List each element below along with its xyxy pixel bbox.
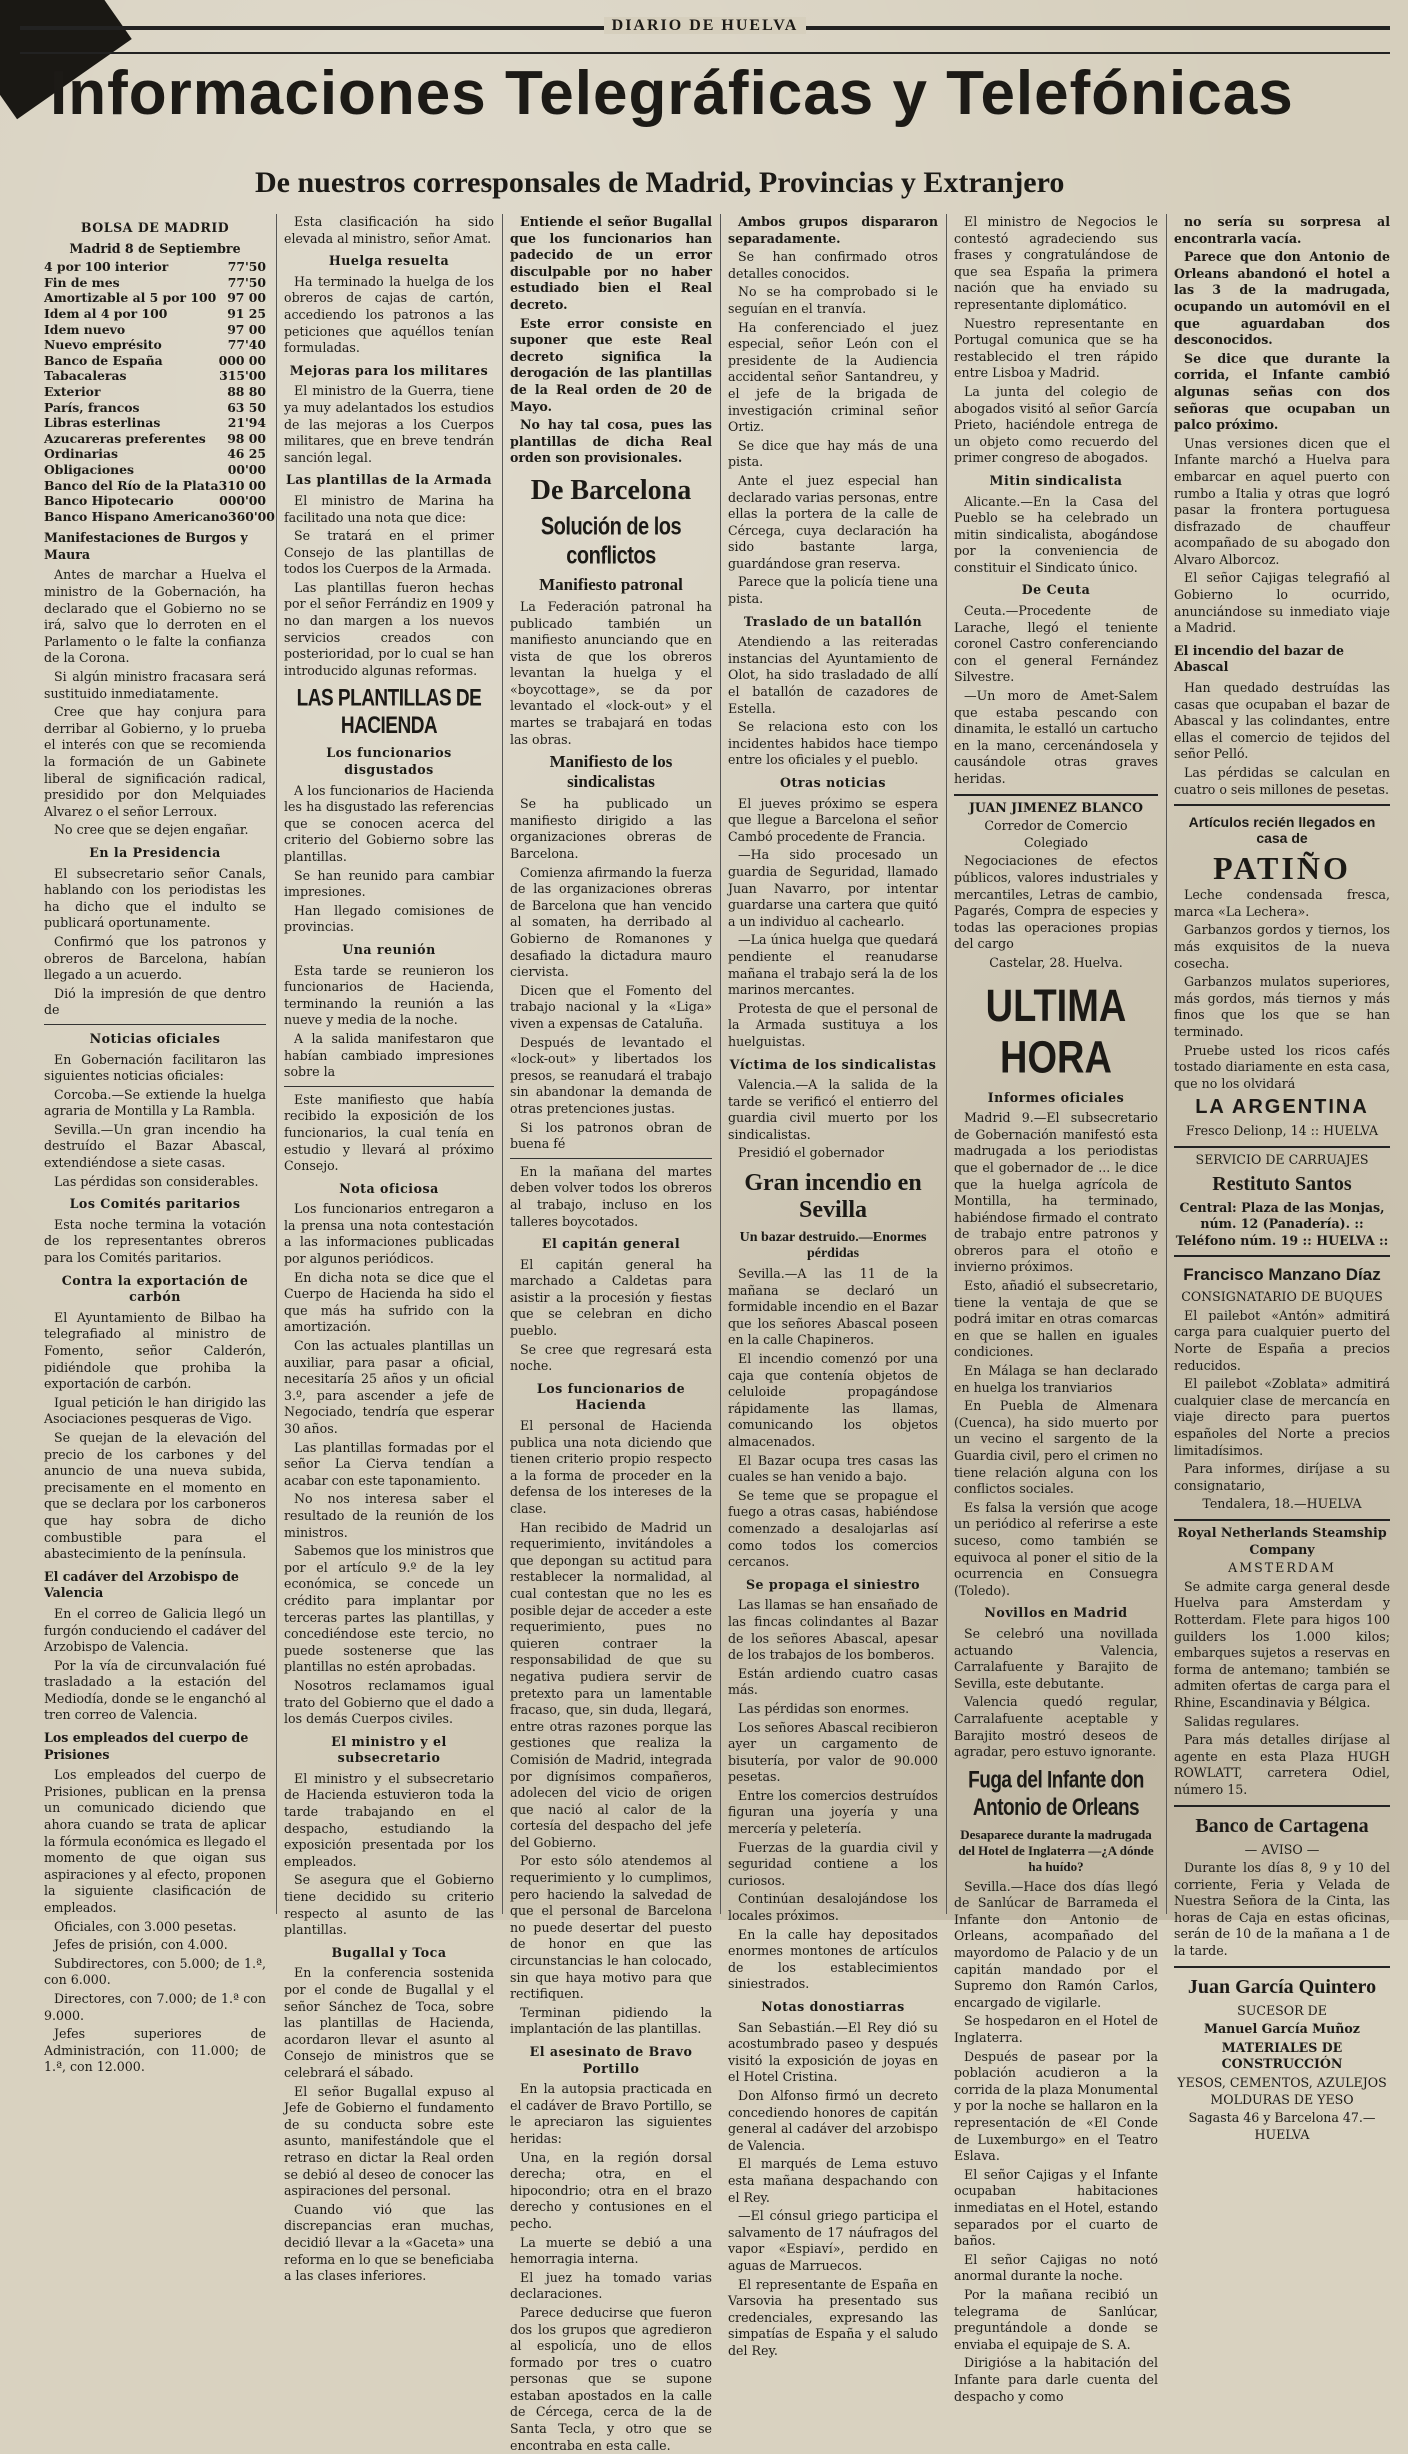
paragraph: Han llegado comisiones de provincias. — [284, 902, 494, 935]
advertisement — [954, 794, 1158, 972]
paragraph: Esta tarde se reunieron los funcionarios de Hacienda, terminando la reunión a las nueve y media de la noche. — [284, 962, 494, 1028]
paragraph: Se asegura que el Gobierno tiene decidido su criterio respecto al asunto de las plantillas. — [284, 1872, 494, 1938]
ad-line: Leche condensada fresca, marca «La Lechera». — [1174, 887, 1390, 919]
paragraph: Nosotros reclamamos igual trato del Gobierno que el dado a los demás Cuerpos civiles. — [284, 1677, 494, 1727]
column-3 — [510, 214, 712, 2453]
section-subtitle: Manifiesto patronal — [539, 574, 683, 594]
paragraph: Las pérdidas son considerables. — [54, 1173, 259, 1189]
ad-line: YESOS, CEMENTOS, AZULEJOS MOLDURAS DE YESO — [1177, 2075, 1387, 2107]
paragraph: San Sebastián.—El Rey dió su acostumbrado paseo y después visitó la exposición de joyas en el Hotel Cristina. — [728, 2019, 938, 2085]
section-heading: Las plantillas de la Armada — [285, 472, 493, 488]
paragraph: El juez ha tomado varias declaraciones. — [510, 2269, 712, 2302]
paragraph: Jefes de prisión, con 4.000. — [54, 1937, 228, 1953]
advertisement-garcia-quintero — [1174, 1966, 1390, 2144]
paragraph: Se teme que se propague el fuego a otras casas, habiéndose comenzado a desalojarlas así como todos los comercios cercanos. — [728, 1487, 938, 1570]
paragraph: En Gobernación facilitaron las siguientes noticias oficiales: — [44, 1051, 266, 1084]
paragraph: Parece que don Antonio de Orleans abandonó el hotel a las 3 de la madrugada, ocupando un automóvil en el que aguardaban dos desconocidos. — [1174, 249, 1390, 348]
ad-line: Pruebe usted los ricos cafés tostado diariamente en esta casa, que no los olvidará — [1174, 1042, 1390, 1091]
paragraph: Dió la impresión de que dentro de — [44, 985, 266, 1018]
ad-line: Garbanzos mulatos superiores, más gordos, más tiernos y más finos que los que se han terminado. — [1174, 974, 1390, 1039]
paragraph: Entiende el señor Bugallal que los funcionarios han padecido de un error disculpable por no haber estudiado bien el Real decreto. — [510, 214, 712, 312]
paragraph: Por la vía de circunvalación fué trasladado a la estación del Mediodía, donde se le enganchó al tren correo de Valencia. — [44, 1657, 266, 1723]
paragraph: El jueves próximo se espera que llegue a Barcelona el señor Cambó procedente de Francia. — [728, 795, 938, 844]
paragraph: Unas versiones dicen que el Infante marchó a Huelva para embarcar en aquel puerto con rumbo a Italia y otras que logró pasar la frontera portuguesa disfrazado de chauffeur acompañado de su abogado don Alvaro Alborcoz. — [1174, 435, 1390, 567]
stock-row: Idem al 4 por 100 91 25 — [44, 305, 266, 321]
paragraph: A la salida manifestaron que habían cambiado impresiones sobre la — [284, 1030, 494, 1080]
section-heading: BOLSA DE MADRID — [80, 220, 230, 235]
paragraph: Cree que hay conjura para derribar al Gobierno, y lo prueba el interés con que se recomienda la formación de un Gabinete liberal de significación radical, presidido por don Melquiades Alvarez o el señor Lerroux. — [44, 704, 266, 819]
paragraph: No nos interesa saber el resultado de la reunión de los ministros. — [284, 1491, 494, 1540]
paragraph: Dicen que el Fomento del trabajo nacional y la «Liga» viven a expensas de Cataluña. — [510, 982, 712, 1031]
paragraph: Valencia quedó regular, Carralafuente aceptable y Barajito mostró deseos de agradar, pero estuvo ignorante. — [954, 1694, 1158, 1760]
ad-line: Para informes, diríjase a su consignatario, — [1174, 1461, 1390, 1493]
ad-subtitle: AMSTERDAM — [1228, 1560, 1336, 1576]
dateline: Madrid 8 de Septiembre — [69, 240, 241, 256]
section-heading: Se propaga el siniestro — [745, 1576, 921, 1592]
paragraph: Atendiendo a las reiteradas instancias del Ayuntamiento de Olot, ha sido trasladado de allí el batallón de cazadores de Estella. — [728, 634, 938, 716]
paragraph: Este error consiste en suponer que este Real decreto significa la derogación de las plantillas de la Real orden de 20 de Mayo. — [510, 315, 712, 414]
paragraph: El señor Cajigas telegrafió al Gobierno lo ocurrido, anunciándose su inmediato viaje a Madrid. — [1174, 570, 1390, 636]
paragraph: Se han confirmado otros detalles conocidos. — [728, 249, 938, 281]
section-heading: Los empleados del cuerpo de Prisiones — [44, 1730, 249, 1762]
paragraph: Si algún ministro fracasara será sustituido inmediatamente. — [44, 669, 266, 701]
masthead-title: DIARIO DE HUELVA — [604, 17, 807, 34]
paragraph: En la autopsia practicada en el cadáver de Bravo Portillo, se le apreciaron las siguientes heridas: — [510, 2081, 712, 2146]
ad-title: Artículos recién llegados en casa de — [1188, 814, 1376, 847]
paragraph: El representante de España en Varsovia ha presentado sus credenciales, expresando las simpatías de España y el saludo del Rey. — [728, 2276, 938, 2358]
ad-line: MATERIALES DE CONSTRUCCIÓN — [1221, 2039, 1343, 2072]
paragraph: El Ayuntamiento de Bilbao ha telegrafiado al ministro de Fomento, señor Calderón, pidiéndole que prohiba la exportación de carbón. — [44, 1309, 266, 1392]
paragraph: Fuerzas de la guardia civil y seguridad contiene a los curiosos. — [728, 1839, 938, 1888]
ad-line: El pailebot «Antón» admitirá carga para cualquier puerto del Norte de España a precios reducidos. — [1174, 1307, 1390, 1373]
paragraph: El Bazar ocupa tres casas las cuales se han venido a bajo. — [728, 1452, 938, 1485]
section-heading: Mitin sindicalista — [989, 472, 1123, 488]
paragraph: El incendio comenzó por una caja que contenía objetos de celuloide propagándose rápidamente las llamas, comunicando los objetos almacenados. — [728, 1351, 938, 1449]
paragraph: Por la mañana recibió un telegrama de Sanlúcar, preguntándole a donde se enviaba el equipaje de S. A. — [954, 2286, 1158, 2352]
paragraph: Una, en la región dorsal derecha; otra, en el hipocondrio; otra en el brazo derecho y contusiones en el pecho. — [510, 2149, 712, 2231]
stock-row: Banco Hipotecario 000'00 — [44, 493, 266, 509]
paragraph: Después de pasear por la población acudieron a la corrida de la plaza Monumental y por la noche se hallaron en la representación de «El Conde de Luxemburgo» en el Teatro Eslava. — [954, 2048, 1158, 2164]
ad-brand: Manuel García Muñoz — [1204, 2021, 1360, 2037]
paragraph: Madrid 9.—El subsecretario de Gobernación manifestó esta madrugada a los periodistas que el gobernador de ... le dice que la huelga agrícola de Montilla, ha terminado, habiéndose firmado el contrato de trabajo entre patronos y obreros para el otoño e invierno próximos. — [954, 1110, 1158, 1275]
section-banner: Fuga del Infante don Antonio de Orleans — [968, 1767, 1144, 1821]
stock-row: Amortizable al 5 por 100 97 00 — [44, 290, 266, 306]
paragraph: Alicante.—En la Casa del Pueblo se ha celebrado un mitin sindicalista, abogándose por la conveniencia de constituir el Sindicato único. — [954, 493, 1158, 575]
stock-row: Fin de mes 77'50 — [44, 274, 266, 290]
section-heading: Los funcionarios disgustados — [326, 745, 452, 778]
paragraph: Confirmó que los patronos y obreros de Barcelona, habían llegado a un acuerdo. — [44, 933, 266, 983]
section-heading: El capitán general — [541, 1236, 681, 1252]
paragraph: Las llamas se han ensañado de las fincas colindantes al Bazar de los señores Abascal, apesar de los trabajos de los bomberos. — [728, 1597, 938, 1663]
stock-list — [44, 259, 275, 524]
paragraph: Es falsa la versión que acoge un periódico al referirse a este suceso, como también se equivoca al poner el sitio de la ocurrencia en Consuegra (Toledo). — [954, 1499, 1158, 1598]
paragraph: Esta noche termina la votación de los representantes obreros para los Comités paritarios. — [44, 1216, 266, 1266]
paragraph: El personal de Hacienda publica una nota diciendo que tienen criterio propio respecto a la forma de proceder en la defensa de los intereses de la clase. — [510, 1418, 712, 1516]
section-heading: De Ceuta — [1021, 582, 1091, 598]
masthead-bar — [20, 17, 1390, 54]
column-divider — [720, 214, 721, 1914]
paragraph: En dicha nota se dice que el Cuerpo de Hacienda ha sido el que más ha sufrido con la amortización. — [284, 1269, 494, 1335]
paragraph: —Un moro de Amet-Salem que estaba pescando con dinamita, le estalló un cartucho en la mano, cercenándosela y causándole otras graves heridas. — [954, 688, 1158, 786]
paragraph: Se ha publicado un manifiesto dirigido a las organizaciones obreras de Barcelona. — [510, 796, 712, 862]
paragraph: El ministro y el subsecretario de Hacienda estuvieron toda la tarde trabajando en el despacho, estudiando la exposición presentada por los empleados. — [284, 1770, 494, 1869]
paragraph: Cuando vió que las discrepancias eran muchas, decidió llevar a la «Gaceta» una reforma en lo que se beneficiaba a las clases inferiores. — [284, 2201, 494, 2284]
paragraph: Se quejan de la elevación del precio de los carbones y del anuncio de una nueva subida, precisamente en el momento en que se declara por los carboneros que hay sobra de dicho combustible para el abastecimiento de la península. — [44, 1429, 266, 1562]
column-2 — [284, 214, 494, 2284]
paragraph: En la conferencia sostenida por el conde de Bugallal y el señor Sánchez de Toca, sobre las plantillas de Hacienda, acordaron llevar el asunto al Consejo de ministros que se celebrará el sábado. — [284, 1965, 494, 2080]
paragraph: Valencia.—A la salida de la tarde se verificó el entierro del guardia civil muerto por los sindicalistas. — [728, 1077, 938, 1142]
paragraph: Subdirectores, con 5.000; de 1.ª, con 6.000. — [44, 1955, 266, 1988]
paragraph: Se celebró una novillada actuando Valencia, Carralafuente y Barajito de Sevilla, este debutante. — [954, 1625, 1158, 1691]
paragraph: En el correo de Galicia llegó un furgón conduciendo el cadáver del Arzobispo de Valencia. — [44, 1605, 266, 1655]
section-heading: Otras noticias — [780, 775, 886, 790]
ad-line: Para más detalles diríjase al agente en esta Plaza HUGH ROWLATT, carretera Odiel, número 15. — [1174, 1732, 1390, 1797]
paragraph: Esta clasificación ha sido elevada al ministro, señor Amat. — [284, 214, 494, 246]
paragraph: Las pérdidas se calculan en cuatro o seis millones de pesetas. — [1174, 765, 1390, 797]
section-banner: LAS PLANTILLAS DE HACIENDA — [296, 685, 482, 740]
paragraph: Con las actuales plantillas un auxiliar, para pasar a oficial, necesitaría 25 años y un oficial 3.º, para ascender a jefe de Negociado, tendría que esperar 30 años. — [284, 1338, 494, 1436]
paragraph: Ha terminado la huelga de los obreros de cajas de cartón, accediendo los patronos a las peticiones que aquéllos tenían formuladas. — [284, 273, 494, 356]
advertisement-royal-netherlands — [1174, 1519, 1390, 1799]
ad-brand: LA ARGENTINA — [1195, 1096, 1369, 1119]
section-subtitle: Un bazar destruido.—Enormes pérdidas — [739, 1230, 927, 1262]
section-banner: Solución de los conflictos — [540, 513, 682, 570]
page-subheadline: De nuestros corresponsales de Madrid, Provincias y Extranjero — [255, 166, 1065, 199]
paragraph: —La única huelga que quedará pendiente el reanudarse mañana el trabajo será la de los marinos mercantes. — [728, 932, 938, 998]
column-1 — [44, 214, 275, 2075]
section-banner: De Barcelona — [530, 474, 692, 506]
advertisement-manzano — [1174, 1255, 1390, 1513]
paragraph: Los funcionarios entregaron a la prensa una nota contestación a las informaciones publicadas por algunos periódicos. — [284, 1201, 494, 1267]
paragraph: Sevilla.—Hace dos días llegó de Sanlúcar de Barrameda el Infante don Antonio de Orleans, acompañado del mayordomo de Palacio y de un capitán mandado por el Supremo don Ramón Carlos, encargado de vigilarle. — [954, 1878, 1158, 2010]
section-heading: Los Comités paritarios — [69, 1196, 241, 1212]
column-divider — [502, 214, 503, 1914]
paragraph: Presidió el gobernador — [738, 1145, 885, 1161]
paragraph: Antes de marchar a Huelva el ministro de la Gobernación, ha declarado que el Gobierno no se irá, salvo que lo derroten en el Parlamento o le falte la confianza de la Corona. — [44, 567, 266, 666]
stock-row: Banco de España 000 00 — [44, 352, 266, 368]
paragraph: El subsecretario señor Canals, hablando con los periodistas les ha dicho que el indulto se publicará oportunamente. — [44, 865, 266, 931]
ad-line: Se admite carga general desde Huelva para Amsterdam y Rotterdam. Flete para higos 100 guilders los 1.000 kilos; embarques sujetos a reservas en forma de antemano; también se admiten ofertas de carga para el Rhine, Escandinavia y Bélgica. — [1174, 1578, 1390, 1710]
ad-subtitle: SUCESOR DE — [1237, 2002, 1327, 2018]
section-rule — [510, 1158, 712, 1159]
section-heading: Noticias oficiales — [89, 1030, 221, 1046]
ad-brand: Royal Netherlands Steamship Company — [1177, 1525, 1387, 1557]
ad-address: Fresco Delionp, 14 :: HUELVA — [1185, 1123, 1379, 1139]
section-heading: Huelga resuelta — [328, 253, 450, 269]
ad-line: Salidas regulares. — [1184, 1713, 1300, 1729]
column-divider — [1166, 214, 1167, 1914]
paragraph: Se tratará en el primer Consejo de las plantillas de todos los Cuerpos de la Armada. — [284, 528, 494, 577]
paragraph: Oficiales, con 3.000 pesetas. — [54, 1918, 237, 1934]
section-heading: Mejoras para los militares — [289, 362, 489, 378]
stock-row: Azucareras preferentes 98 00 — [44, 430, 266, 446]
ad-address: Tendalera, 18.—HUELVA — [1202, 1496, 1362, 1512]
stock-row: Tabacaleras 315'00 — [44, 368, 266, 384]
stock-row: Banco Hispano Americano 360'00 — [44, 508, 275, 524]
paragraph: El ministro de la Guerra, tiene ya muy adelantados los estudios de las mejoras a los Cuerpos militares, que en breve tendrán sanción legal. — [284, 383, 494, 465]
paragraph: Parece que la policía tiene una pista. — [728, 574, 938, 607]
paragraph: Protesta de que el personal de la Armada sustituya a los huelguistas. — [728, 1000, 938, 1049]
section-heading: Notas donostiarras — [761, 1999, 905, 2014]
ad-subtitle: — AVISO — — [1244, 1841, 1320, 1857]
section-rule — [284, 1086, 494, 1087]
column-divider — [276, 214, 277, 1914]
paragraph: Don Alfonso firmó un decreto concediendo honores de capitán general al cadáver del arzobispo de Valencia. — [728, 2087, 938, 2153]
paragraph: No hay tal cosa, pues las plantillas de dicha Real orden son provisionales. — [510, 417, 712, 466]
section-heading: Los funcionarios de Hacienda — [536, 1380, 686, 1413]
paragraph: A los funcionarios de Hacienda les ha disgustado las referencias que se conocen acerca del criterio del Gobierno sobre las plantillas. — [284, 782, 494, 864]
paragraph: El capitán general ha marchado a Caldetas para asistir a la procesión y fiestas que se celebran en dicho pueblo. — [510, 1256, 712, 1339]
paragraph: La Federación patronal ha publicado también un manifiesto anunciando que en vista de que los obreros levantan la huelga y el «boycottage», se da por levantado el «lock-out» y el martes se trabajará en todas las obras. — [510, 598, 712, 747]
paragraph: —El cónsul griego participa el salvamento de 17 náufragos del vapor «Espiaví», perdido en aguas de Marruecos. — [728, 2208, 938, 2273]
paragraph: Sabemos que los ministros que por el artículo 9.º de la ley económica, se concede un crédito para implantar por terceras partes las plantillas, y concediéndose este tercio, no puede sostenerse que las plantillas no estén aprobadas. — [284, 1543, 494, 1675]
advertisement-carruajes — [1174, 1146, 1390, 1249]
ad-line: Garbanzos gordos y tiernos, los más exquisitos de la nueva cosecha. — [1174, 922, 1390, 971]
section-rule — [44, 1024, 266, 1025]
paragraph: Se dice que durante la corrida, el Infante cambió algunas señas con dos señoras que ocupaban un palco próximo. — [1174, 350, 1390, 433]
paragraph: El marqués de Lema estuvo esta mañana despachando con el Rey. — [728, 2156, 938, 2205]
paragraph: Los señores Abascal recibieron ayer un cargamento de bisutería, por valor de 90.000 pesetas. — [728, 1719, 938, 1785]
section-heading: Nota oficiosa — [339, 1180, 439, 1196]
paragraph: Por esto sólo atendemos al requerimiento y lo cumplimos, pero haciendo la salvedad de que el personal de Barcelona no puede desertar del puesto de honor en que las circunstancias le han colocado, sin que haya motivo para que rectifiquen. — [510, 1853, 712, 2002]
paragraph: Terminan pidiendo la implantación de las plantillas. — [510, 2004, 712, 2037]
paragraph: Han recibido de Madrid un requerimiento, invitándoles a que depongan su actitud para restablecer la normalidad, al cual contestan que no les es posible dejar de acceder a este requerimiento, pues no quieren contraer la responsabilidad de que su negativa pudiera servir de pretexto para un lamentable fracaso, que, sin duda, llegará, entre otras razones porque las gestiones que realiza la Comisión de Madrid, integrada por dignísimos compañeros, adolecen del vicio de origen que nació al calor de la cortesía del despacho del jefe del Gobierno. — [510, 1519, 712, 1850]
paragraph: En Puebla de Almenara (Cuenca), ha sido muerto por un vecino el sargento de la Guardia civil, pero el crimen no tiene relación alguna con los conflictos sociales. — [954, 1398, 1158, 1497]
ad-address: Central: Plaza de las Monjas, núm. 12 (Panadería). :: Teléfono núm. 19 :: HUELVA :: — [1175, 1199, 1389, 1248]
ad-line: Negociaciones de efectos públicos, valores industriales y mercantiles, Letras de cambio, Pagarés, Compra de especies y todas las operaciones propias del cargo — [954, 853, 1158, 952]
column-4 — [728, 214, 938, 2358]
advertisement-banco-cartagena — [1174, 1805, 1390, 1960]
paragraph: —Ha sido procesado un guardia de Seguridad, llamado Juan Navarro, por intentar guardarse una cartera que quitó a un individuo al cachearlo. — [728, 847, 938, 929]
paragraph: Sevilla.—Un gran incendio ha destruído el Bazar Abascal, extendiéndose a siete casas. — [44, 1121, 266, 1171]
ad-brand: Francisco Manzano Díaz — [1183, 1265, 1381, 1285]
paragraph: Se han reunido para cambiar impresiones. — [284, 867, 494, 900]
paragraph: Están ardiendo cuatro casas más. — [728, 1665, 938, 1698]
paragraph: El ministro de Marina ha facilitado una nota que dice: — [284, 492, 494, 525]
section-subtitle: Desaparece durante la madrugada del Hotel de Inglaterra —¿A dónde ha huído? — [958, 1826, 1154, 1874]
section-heading: Traslado de un batallón — [743, 613, 923, 629]
stock-row: Obligaciones 00'00 — [44, 461, 266, 477]
ad-address: Sagasta 46 y Barcelona 47.—HUELVA — [1188, 2110, 1376, 2142]
stock-row: Nuevo emprésito 77'40 — [44, 337, 266, 353]
paragraph: Se dice que hay más de una pista. — [728, 437, 938, 470]
paragraph: En la mañana del martes deben volver todos los obreros al trabajo, incluso en los talleres boycotados. — [510, 1163, 712, 1229]
paragraph: Las plantillas fueron hechas por el señor Ferrándiz en 1909 y no dan margen a los nuevos servicios creados con posterioridad, por lo cual se han introducido algunas reformas. — [284, 579, 494, 678]
section-heading: Bugallal y Toca — [331, 1944, 447, 1960]
paragraph: Comienza afirmando la fuerza de las organizaciones obreras de Barcelona que han vencido al somaten, ha derribado al Gobierno de Romanones y desafiado la dictadura mauro ciervista. — [510, 864, 712, 980]
ad-brand: Banco de Cartagena — [1195, 1814, 1369, 1837]
paragraph: Ceuta.—Procedente de Larache, llegó el teniente coronel Castro conferenciando con el general Fernández Silvestre. — [954, 603, 1158, 685]
paragraph: No cree que se dejen engañar. — [54, 822, 249, 838]
column-5 — [954, 214, 1158, 2404]
paragraph: Ambos grupos dispararon separadamente. — [728, 214, 938, 246]
ad-brand: PATIÑO — [1213, 850, 1351, 887]
paragraph: Se cree que regresará esta noche. — [510, 1341, 712, 1374]
section-heading: El cadáver del Arzobispo de Valencia — [44, 1568, 239, 1601]
paragraph: Las pérdidas son enormes. — [738, 1700, 910, 1716]
paragraph: Se hospedaron en el Hotel de Inglaterra. — [954, 2013, 1158, 2046]
stock-row: París, francos 63 50 — [44, 399, 266, 415]
paragraph: Han quedado destruídas las casas que ocupaban el bazar de Abascal y las colindantes, entre ellas el comercio de tejidos del señor Pelló. — [1174, 680, 1390, 762]
page-headline: Informaciones Telegráficas y Telefónicas — [50, 59, 1294, 128]
paragraph: Si los patronos obran de buena fé — [510, 1119, 712, 1152]
stock-row: Idem nuevo 97 00 — [44, 321, 266, 337]
section-heading: El ministro y el subsecretario — [331, 1733, 447, 1766]
ad-line: Durante los días 8, 9 y 10 del corriente, Feria y Velada de Nuestra Señora de la Cinta, las horas de Caja en estas oficinas, serán de 10 de la mañana a 1 de la tarde. — [1174, 1860, 1390, 1959]
section-heading: Manifestaciones de Burgos y Maura — [44, 530, 248, 562]
paragraph: En Málaga se han declarado en huelga los tranviarios — [954, 1363, 1158, 1395]
column-divider — [946, 214, 947, 1914]
ad-line: Corredor de Comercio Colegiado — [984, 818, 1128, 850]
paragraph: Directores, con 7.000; de 1.ª con 9.000. — [44, 1990, 266, 2023]
paragraph: La muerte se debió a una hemorragia interna. — [510, 2234, 712, 2267]
ad-title: JUAN JIMENEZ BLANCO — [968, 799, 1144, 815]
paragraph: Nuestro representante en Portugal comunica que se ha restablecido el tren rápido entre Lisboa y Madrid. — [954, 315, 1158, 381]
paragraph: En la calle hay depositados enormes montones de artículos de los establecimientos siniestrados. — [728, 1926, 938, 1992]
paragraph: Corcoba.—Se extiende la huelga agraria de Montilla y La Rambla. — [44, 1086, 266, 1119]
ad-brand: Juan García Quintero — [1187, 1975, 1377, 1998]
section-heading: Novillos en Madrid — [984, 1605, 1128, 1621]
ad-line: El pailebot «Zoblata» admitirá cualquier clase de mercancía en viaje directo para puertos españoles del Norte a precios limitadísimos. — [1174, 1376, 1390, 1458]
ad-address: Castelar, 28. Huelva. — [989, 954, 1123, 970]
paragraph: Los empleados del cuerpo de Prisiones, publican en la prensa un comunicado diciendo que ahora cuando se trata de aplicar la fórmula económica es llegado el momento de que oigan sus aspiraciones y al efecto, proponen la siguiente clasificación de empleados. — [44, 1767, 266, 1915]
paragraph: El señor Cajigas no notó anormal durante la noche. — [954, 2251, 1158, 2284]
paragraph: No se ha comprobado si le seguían en el tranvía. — [728, 284, 938, 316]
section-heading: Contra la exportación de carbón — [61, 1272, 249, 1305]
paragraph: Jefes superiores de Administración, con 11.000; de 1.ª, con 12.000. — [44, 2026, 266, 2075]
paragraph: Parece deducirse que fueron dos los grupos que agredieron al espolicía, uno de ellos formado por tres o cuatro personas que se supone estaban apostados en la calle de Cércega, cerca de la de Santa Tecla, y otro que se encontraba en esta calle. — [510, 2304, 712, 2453]
paragraph: Este manifiesto que había recibido la exposición de los funcionarios, la cual tenía en estudio y llevará al próximo Consejo. — [284, 1091, 494, 1174]
paragraph: El señor Cajigas y el Infante ocupaban habitaciones inmediatas en el Hotel, estando separados por el cuarto de baños. — [954, 2166, 1158, 2249]
section-heading: Una reunión — [342, 941, 436, 957]
section-heading: Informes oficiales — [987, 1089, 1125, 1105]
ad-subtitle: CONSIGNATARIO DE BUQUES — [1181, 1289, 1383, 1305]
paragraph: Esto, añadió el subsecretario, tiene la ventaja de que se podrá imitar en otras comarcas en que se hallen en iguales condiciones. — [954, 1278, 1158, 1360]
paragraph: Se relaciona esto con los incidentes habidos hace tiempo entre los oficiales y el pueblo. — [728, 719, 938, 768]
column-6 — [1174, 214, 1390, 2142]
stock-row: Banco del Río de la Plata 310 00 — [44, 477, 266, 493]
paragraph: Ha conferenciado el juez especial, señor León con el presidente de la Audiencia accidental señor Santandreu, y el jefe de la brigada de investigación criminal señor Ortiz. — [728, 319, 938, 435]
section-banner: Gran incendio en Sevilla — [744, 1170, 922, 1224]
section-banner: ULTIMA HORA — [985, 980, 1127, 1083]
paragraph: El señor Bugallal expuso al Jefe de Gobierno el fundamento de su conducta sobre este asunto, manifestándole que el retraso en dictar la Real orden se debió al deseo de conocer las aspiraciones del personal. — [284, 2083, 494, 2199]
ad-brand: Restituto Santos — [1212, 1172, 1352, 1195]
paragraph: Sevilla.—A las 11 de la mañana se declaró un formidable incendio en el Bazar que los señores Abascal poseen en la calle Chapineros. — [728, 1266, 938, 1348]
paragraph: Las plantillas formadas por el señor La Cierva tendían a acabar con este taponamiento. — [284, 1439, 494, 1488]
section-subtitle: Manifiesto de los sindicalistas — [549, 752, 673, 792]
paragraph: Dirigióse a la habitación del Infante para darle cuenta del despacho y como — [954, 2355, 1158, 2404]
paragraph: no sería su sorpresa al encontrarla vacía. — [1174, 214, 1390, 246]
section-heading: Víctima de los sindicalistas — [729, 1056, 937, 1072]
stock-row: Libras esterlinas 21'94 — [44, 415, 266, 431]
section-heading: El incendio del bazar de Abascal — [1174, 642, 1345, 675]
paragraph: Entre los comercios destruídos figuran una joyería y una mercería y peletería. — [728, 1787, 938, 1837]
stock-row: Ordinarias 46 25 — [44, 446, 266, 462]
section-heading: En la Presidencia — [89, 844, 221, 860]
stock-row: 4 por 100 interior 77'50 — [44, 259, 266, 275]
ad-title: SERVICIO DE CARRUAJES — [1195, 1151, 1369, 1167]
paragraph: Ante el juez especial han declarado varias personas, entre ellas la portera de la calle de Cércega, cuya declaración ha sido bastante larga, guardándose gran reserva. — [728, 472, 938, 571]
advertisement-patino — [1174, 804, 1390, 1140]
stock-row: Exterior 88 80 — [44, 383, 266, 399]
paragraph: Igual petición le han dirigido las Asociaciones pesqueras de Vigo. — [44, 1394, 266, 1427]
paragraph: El ministro de Negocios le contestó agradeciendo sus frases y congratulándose de que sea España la primera nación que ha enviado su representante diplomático. — [954, 214, 1158, 312]
paragraph: Después de levantado el «lock-out» y libertados los presos, se reanudará el trabajo sin abandonar la demanda de otras pretenciones justas. — [510, 1034, 712, 1116]
section-heading: El asesinato de Bravo Portillo — [529, 2044, 693, 2076]
paragraph: Continúan desalojándose los locales próximos. — [728, 1891, 938, 1924]
paragraph: La junta del colegio de abogados visitó al señor García Prieto, haciéndole entrega de un objeto como recuerdo del primer congreso de abogados. — [954, 383, 1158, 466]
